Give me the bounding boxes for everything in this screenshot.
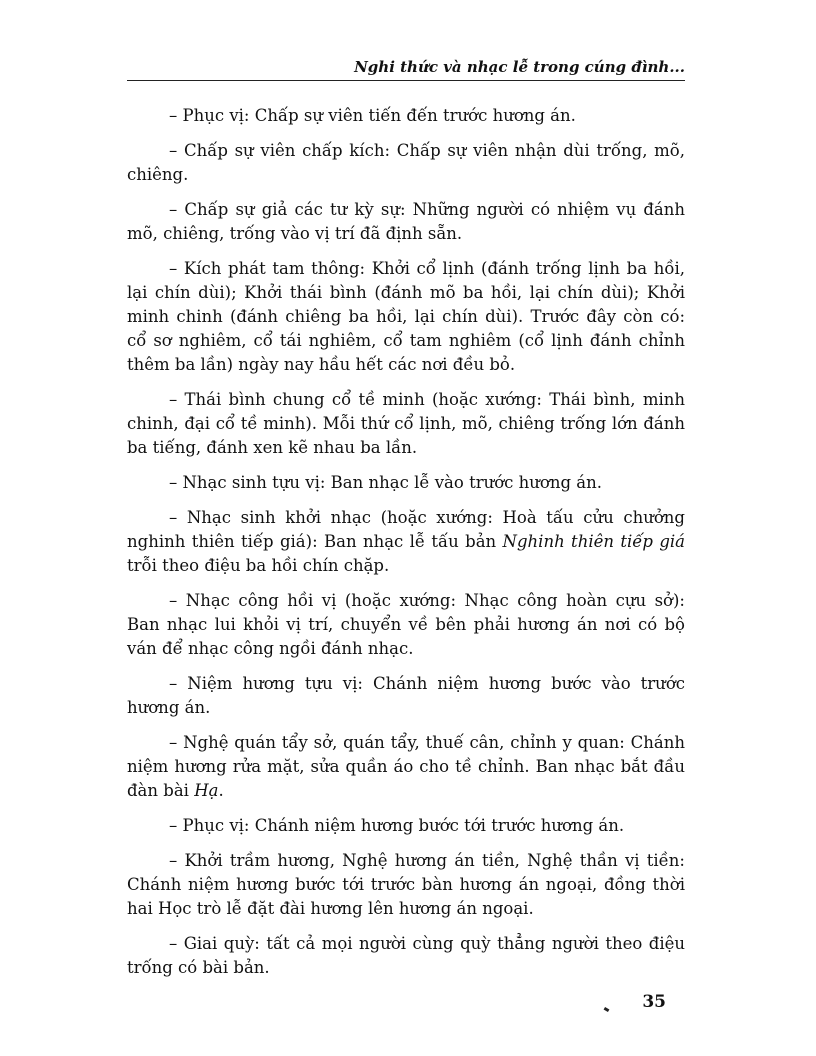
paragraph-7 [127,506,685,578]
paragraph-1: – Phục vị: Chấp sự viên tiến đến trước hương án. [169,106,576,125]
paragraph-7-text-before: – Nhạc sinh khởi nhạc (hoặc xướng: Hoà tấu cửu chưởng nghinh thiên tiếp giá): Ban nhạc lễ tấu bản [127,508,685,551]
paragraph-12: – Khởi trầm hương, Nghệ hương án tiền, Nghệ thần vị tiền: Chánh niệm hương bước tới trước bàn hương án ngoại, đồng thời hai Học trò lễ đặt đài hương lên hương án ngoại. [127,851,685,918]
paragraph-10-text-after: . [218,781,224,800]
paragraph-10-text-before: – Nghệ quán tẩy sở, quán tẩy, thuế cân, chỉnh y quan: Chánh niệm hương rửa mặt, sửa quần áo cho tề chỉnh. Ban nhạc bắt đầu đàn bài [127,733,685,800]
paragraph-7-text-after: trỗi theo điệu ba hồi chín chặp. [127,556,390,575]
song-title-ha: Hạ [194,781,219,800]
page-body [127,104,685,991]
paragraph-9: – Niệm hương tựu vị: Chánh niệm hương bước vào trước hương án. [127,674,685,717]
paragraph-2: – Chấp sự viên chấp kích: Chấp sự viên nhận dùi trống, mõ, chiêng. [127,141,685,184]
paragraph-10 [127,731,685,803]
running-header: Nghi thức và nhạc lễ trong cúng đình... [354,58,685,76]
paragraph-11: – Phục vị: Chánh niệm hương bước tới trước hương án. [169,816,625,835]
paragraph-4: – Kích phát tam thông: Khởi cổ lịnh (đánh trống lịnh ba hồi, lại chín dùi); Khởi thái bình (đánh mõ ba hồi, lại chín dùi); Khởi minh chinh (đánh chiêng ba hồi, lại chín dùi). Trước đây còn có: cổ sơ nghiêm, cổ tái nghiêm, cổ tam nghiêm (cổ lịnh đánh chỉnh thêm ba lần) ngày nay hầu hết các nơi đều bỏ. [127,259,685,374]
paragraph-3: – Chấp sự giả các tư kỳ sự: Những người có nhiệm vụ đánh mõ, chiêng, trống vào vị trí đã định sẵn. [127,200,685,243]
header-rule [127,80,685,81]
page-number: 35 [642,992,666,1012]
paragraph-6: – Nhạc sinh tựu vị: Ban nhạc lễ vào trước hương án. [169,473,602,492]
paragraph-8: – Nhạc công hồi vị (hoặc xướng: Nhạc công hoàn cựu sở): Ban nhạc lui khỏi vị trí, chuyển về bên phải hương án nơi có bộ ván để nhạc công ngồi đánh nhạc. [127,591,685,658]
scan-speck [604,1007,610,1012]
paragraph-13: – Giai quỳ: tất cả mọi người cùng quỳ thẳng người theo điệu trống có bài bản. [127,934,685,977]
paragraph-5: – Thái bình chung cổ tề minh (hoặc xướng: Thái bình, minh chinh, đại cổ tề minh). Mỗi thứ cổ lịnh, mõ, chiêng trống lớn đánh ba tiếng, đánh xen kẽ nhau ba lần. [127,390,685,457]
song-title-nghinh-thien-tiep-gia: Nghinh thiên tiếp giá [502,532,686,551]
